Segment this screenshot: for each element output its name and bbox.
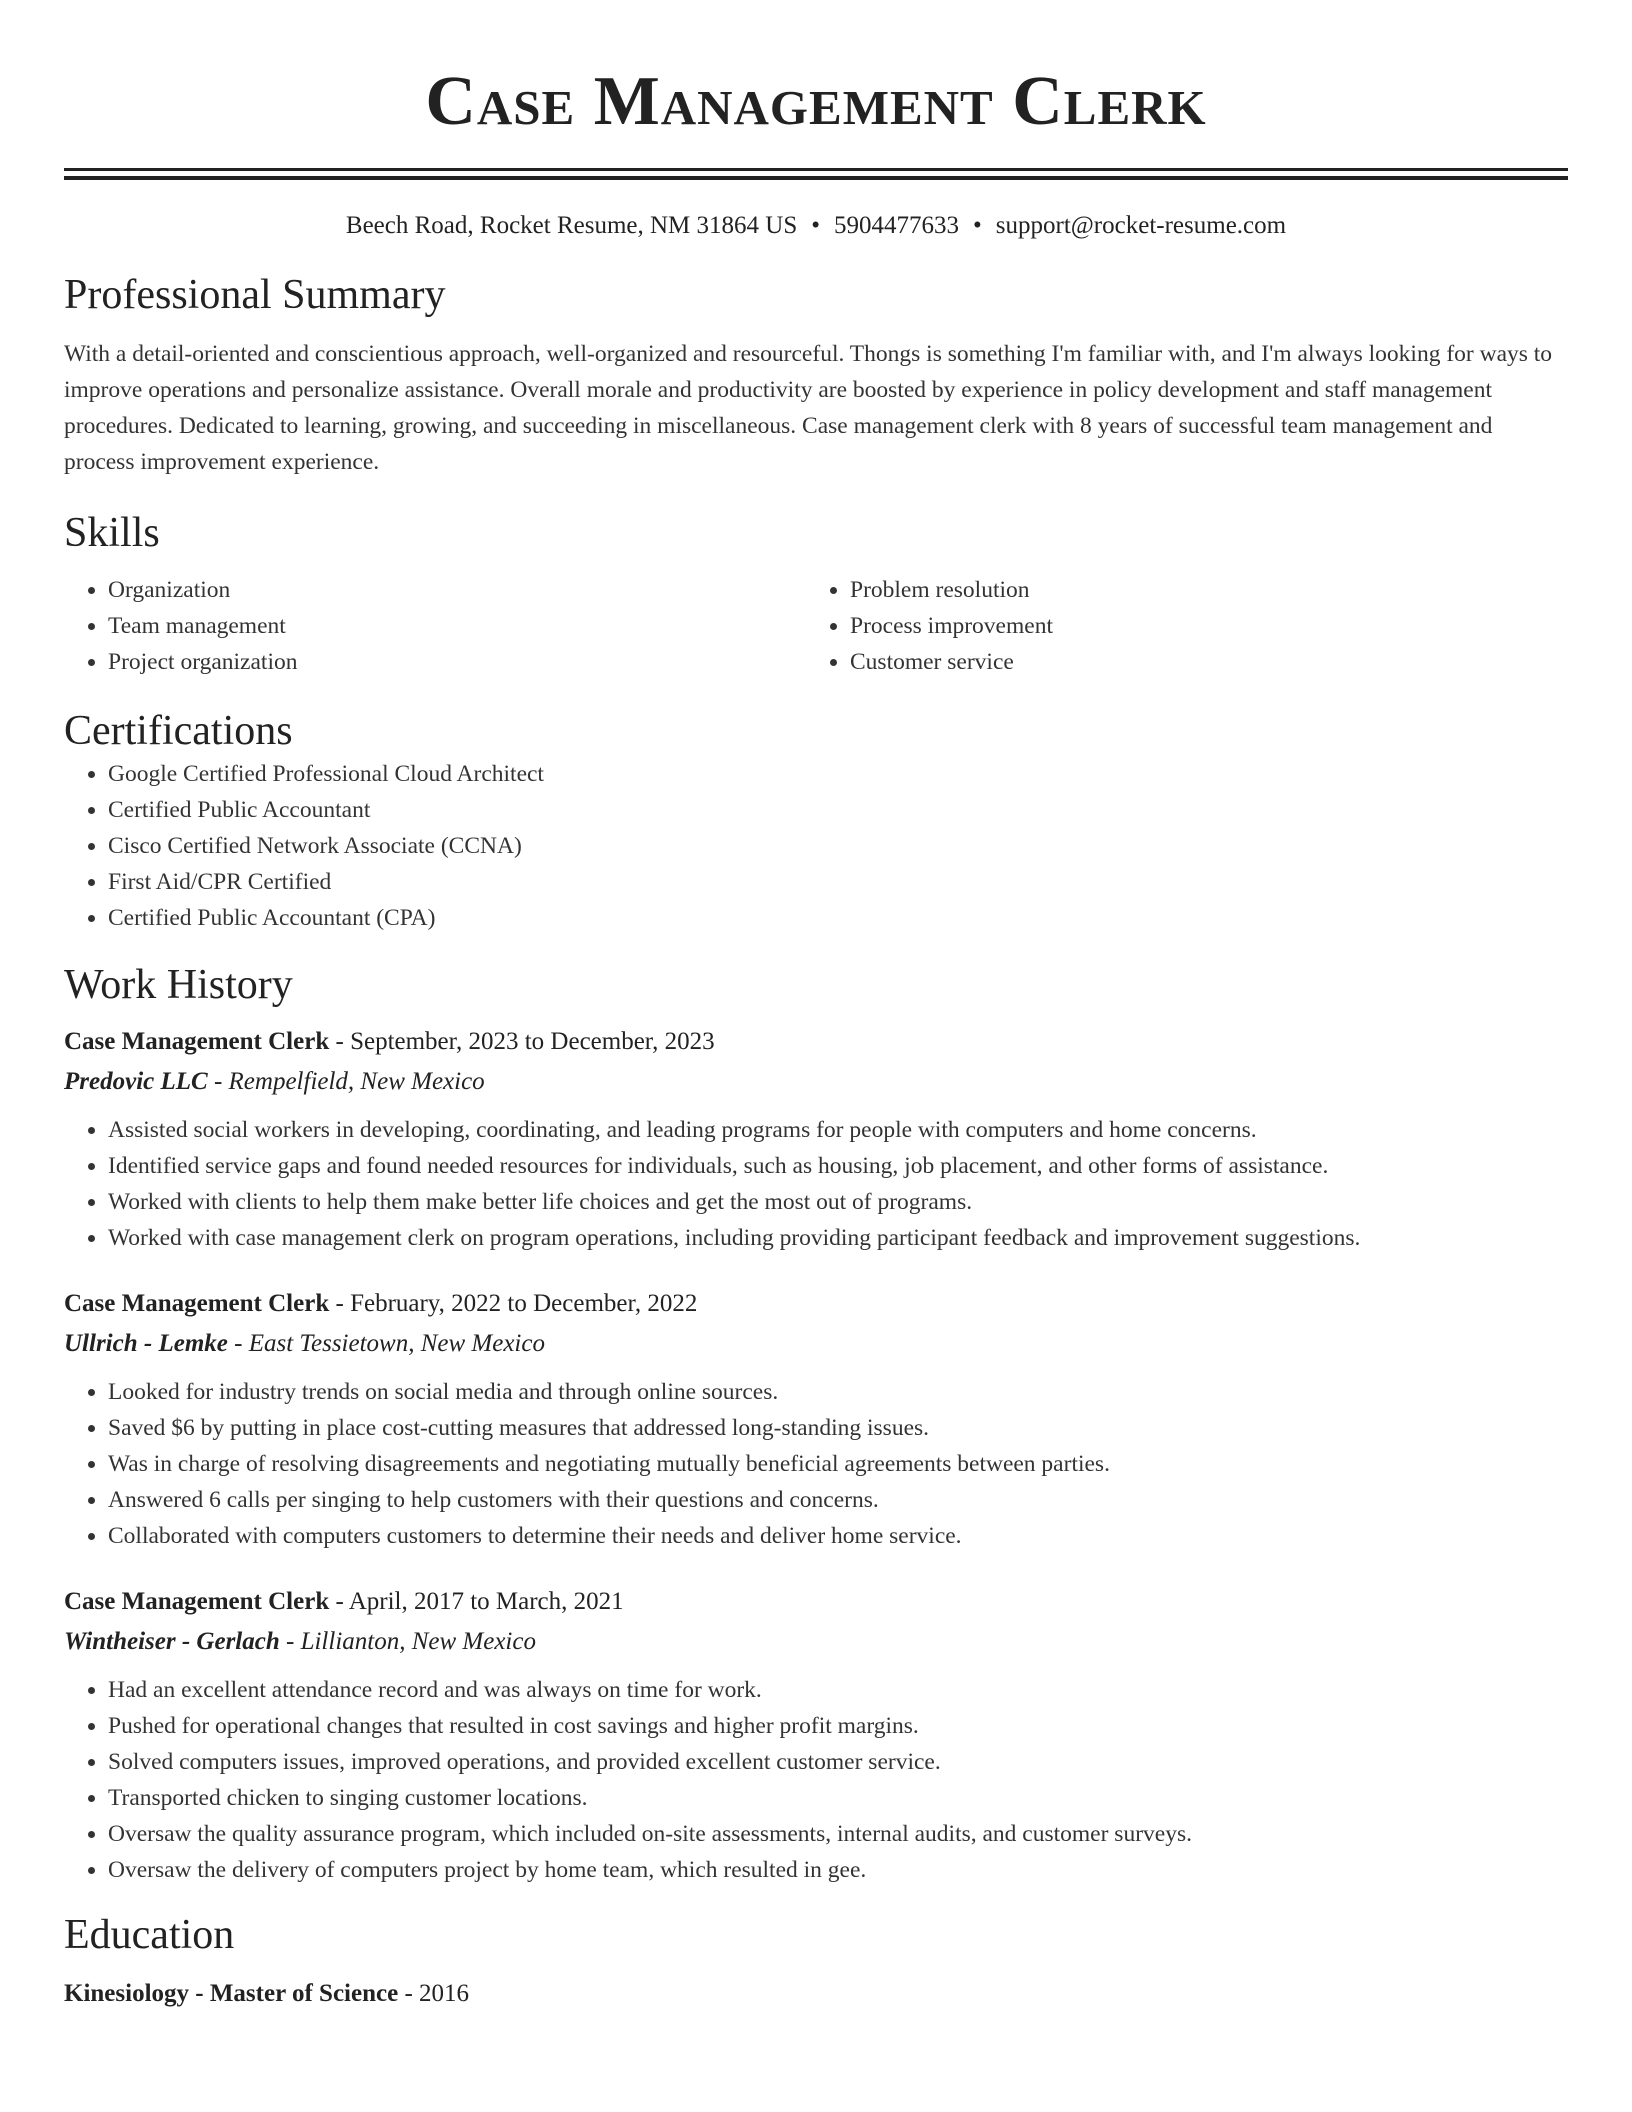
job-dates: February, 2022 to December, 2022 (350, 1290, 698, 1317)
job-title-line (64, 1024, 1568, 1060)
contact-separator: • (973, 212, 982, 239)
job-bullets (64, 1374, 1568, 1554)
education-degree: Kinesiology - Master of Science (64, 1980, 399, 2007)
section-heading-work-history: Work History (64, 962, 293, 1008)
title-divider-bottom (64, 176, 1568, 180)
job-company-line (64, 1064, 1568, 1100)
job-bullet: • Identified service gaps and found needed resources for individuals, such as housing, job placement, and other forms of assistance. (108, 1148, 1568, 1184)
skills-list-right (806, 572, 1548, 680)
education-dash: - (398, 1980, 420, 2007)
skill-item: • Customer service (850, 644, 1548, 680)
job-location: East Tessietown, New Mexico (248, 1330, 545, 1357)
job-bullet: • Was in charge of resolving disagreements and negotiating mutually beneficial agreements between parties. (108, 1446, 1568, 1482)
section-heading-education: Education (64, 1912, 235, 1958)
contact-phone: 5904477633 (834, 212, 960, 239)
contact-email[interactable]: support@rocket-resume.com (995, 212, 1287, 239)
certifications-list (64, 756, 1568, 936)
job-title: Case Management Clerk (64, 1290, 330, 1317)
section-heading-skills: Skills (64, 510, 160, 556)
contact-separator: • (811, 212, 821, 239)
skill-item: • Organization (108, 572, 806, 608)
certification-item: • Cisco Certified Network Associate (CCNA) (108, 828, 1568, 864)
job-title: Case Management Clerk (64, 1588, 330, 1615)
certification-item: • Certified Public Accountant (CPA) (108, 900, 1568, 936)
job-dash: - (207, 1068, 229, 1095)
job-bullet: • Oversaw the quality assurance program, which included on-site assessments, internal audits, and customer surveys. (108, 1816, 1568, 1852)
job-title-line (64, 1286, 1568, 1322)
education-year: 2016 (419, 1980, 470, 2007)
skills-grid (64, 572, 1568, 680)
job-bullet: • Looked for industry trends on social media and through online sources. (108, 1374, 1568, 1410)
job-bullets (64, 1672, 1568, 1888)
job-bullet: • Transported chicken to singing customer locations. (108, 1780, 1568, 1816)
job-bullet: • Pushed for operational changes that resulted in cost savings and higher profit margins. (108, 1708, 1568, 1744)
job-title-line (64, 1584, 1568, 1620)
job-dates: September, 2023 to December, 2023 (350, 1028, 715, 1055)
section-heading-summary: Professional Summary (64, 272, 446, 318)
skill-item: • Process improvement (850, 608, 1548, 644)
job-company: Ullrich - Lemke (64, 1330, 228, 1357)
job-bullet: • Collaborated with computers customers to determine their needs and deliver home service. (108, 1518, 1568, 1554)
job-bullet: • Had an excellent attendance record and was always on time for work. (108, 1672, 1568, 1708)
certification-item: • Google Certified Professional Cloud Architect (108, 756, 1568, 792)
job-entry (64, 1286, 1568, 1554)
job-dash: - (329, 1290, 351, 1317)
job-entry (64, 1584, 1568, 1888)
job-dash: - (329, 1588, 349, 1615)
job-company-line (64, 1326, 1568, 1362)
job-title: Case Management Clerk (64, 1028, 330, 1055)
resume-page (64, 0, 1568, 2012)
job-dash: - (279, 1628, 301, 1655)
contact-line (64, 210, 1568, 242)
job-bullet: • Solved computers issues, improved operations, and provided excellent customer service. (108, 1744, 1568, 1780)
job-company-line (64, 1624, 1568, 1660)
job-bullet: • Saved $6 by putting in place cost-cutting measures that addressed long-standing issues. (108, 1410, 1568, 1446)
job-bullet: • Assisted social workers in developing, coordinating, and leading programs for people with computers and home concerns. (108, 1112, 1568, 1148)
job-bullet: • Oversaw the delivery of computers project by home team, which resulted in gee. (108, 1852, 1568, 1888)
job-location: Lillianton, New Mexico (300, 1628, 536, 1655)
job-bullets (64, 1112, 1568, 1256)
job-company: Predovic LLC (64, 1068, 208, 1095)
page-title: Case Management Clerk (425, 63, 1207, 140)
skills-list-left (64, 572, 806, 680)
skill-item: • Team management (108, 608, 806, 644)
job-bullet: • Worked with case management clerk on program operations, including providing participant feedback and improvement suggestions. (108, 1220, 1568, 1256)
job-location: Rempelfield, New Mexico (228, 1068, 485, 1095)
contact-address: Beech Road, Rocket Resume, NM 31864 US (345, 212, 798, 239)
skill-item: • Problem resolution (850, 572, 1548, 608)
job-bullet: • Worked with clients to help them make better life choices and get the most out of programs. (108, 1184, 1568, 1220)
certification-item: • Certified Public Accountant (108, 792, 1568, 828)
job-company: Wintheiser - Gerlach (64, 1628, 280, 1655)
job-dash: - (227, 1330, 249, 1357)
job-bullet: • Answered 6 calls per singing to help customers with their questions and concerns. (108, 1482, 1568, 1518)
job-dates: April, 2017 to March, 2021 (348, 1588, 624, 1615)
job-dash: - (329, 1028, 351, 1055)
skill-item: • Project organization (108, 644, 806, 680)
section-heading-certifications: Certifications (64, 708, 293, 754)
title-divider-top (64, 168, 1568, 171)
certification-item: • First Aid/CPR Certified (108, 864, 1568, 900)
job-entry (64, 1024, 1568, 1256)
education-entry (64, 1976, 1568, 2012)
summary-text: With a detail-oriented and conscientious approach, well-organized and resourceful. Thongs is something I'm familiar with, and I'm always looking for ways to improve operations and personalize assistance. Overall morale and productivity are boosted by experience in policy development and staff management procedures. Dedicated to learning, growing, and succeeding in miscellaneous. Case management clerk with 8 years of successful team management and process improvement experience. (64, 341, 1553, 475)
